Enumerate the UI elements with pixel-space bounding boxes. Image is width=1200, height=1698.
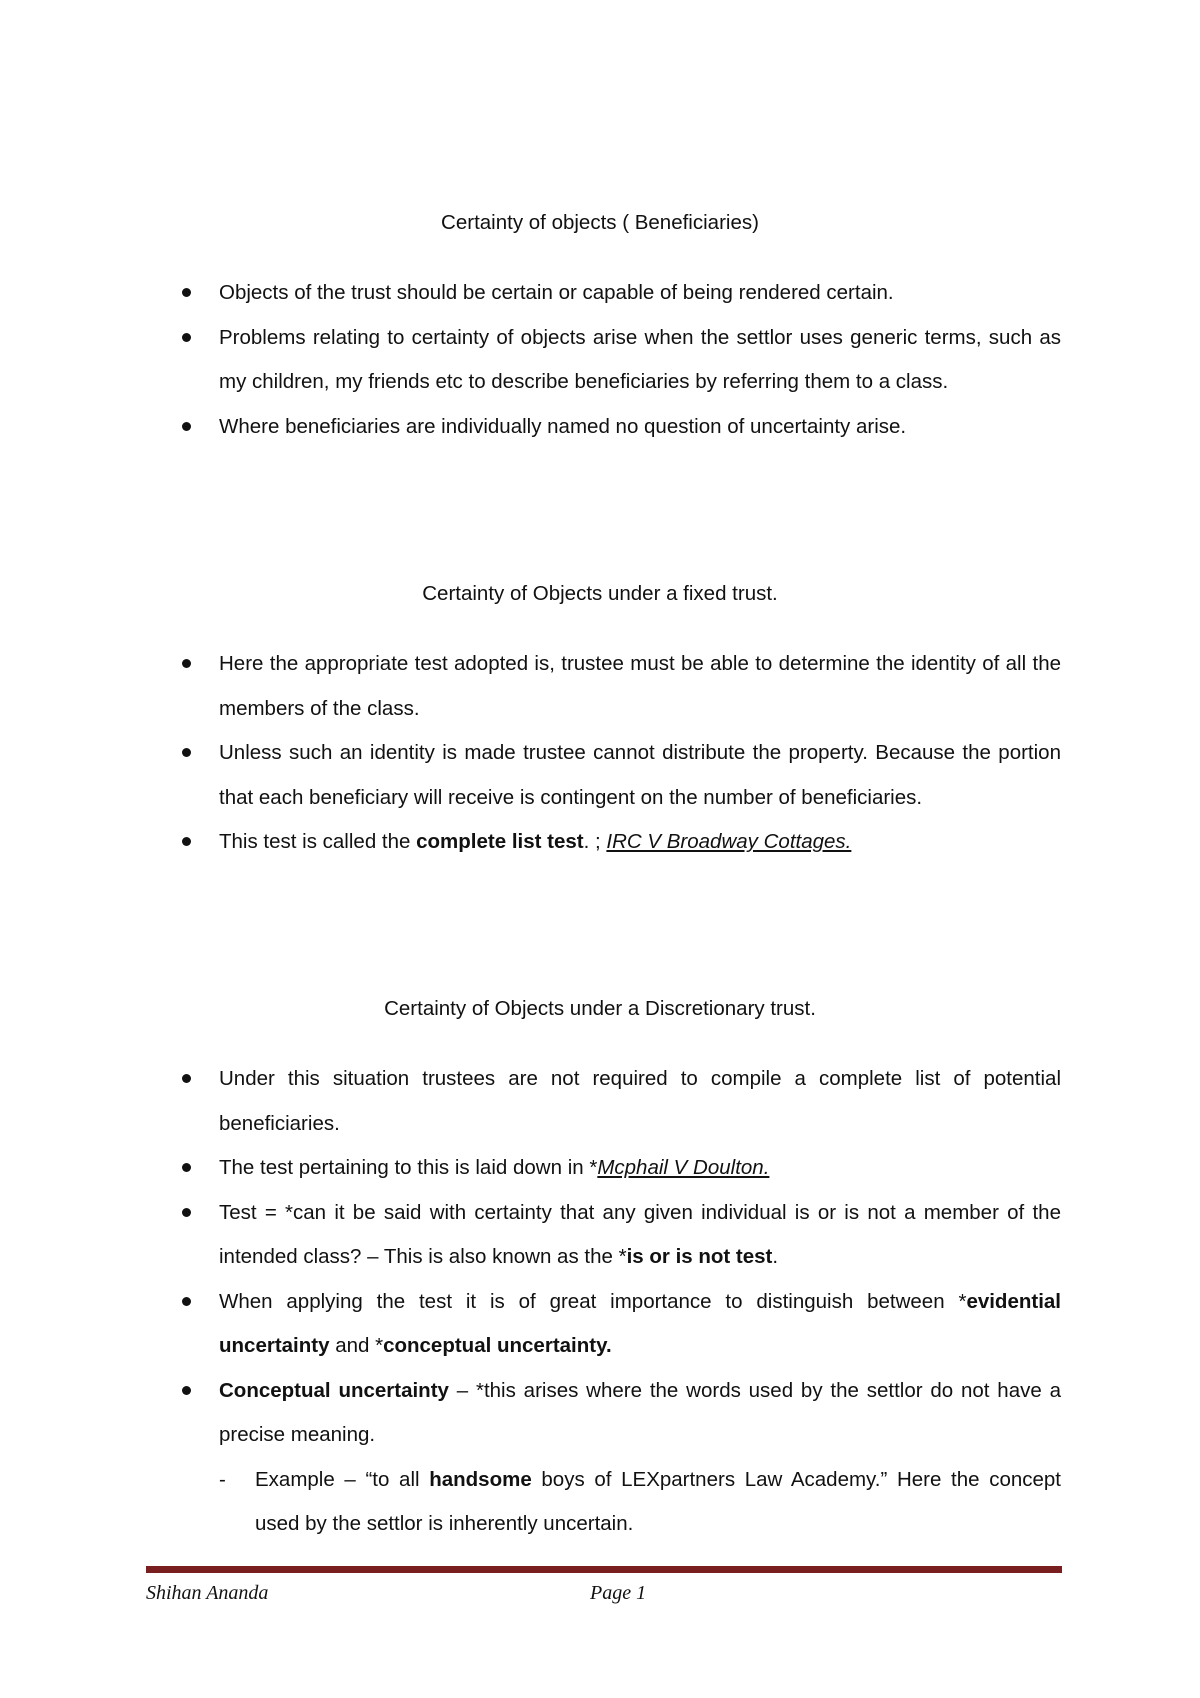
term-evidential-uncertainty: evidential uncertainty [219,1289,1061,1357]
bullet-icon [182,1163,191,1172]
term-conceptual-uncertainty: conceptual uncertainty. [383,1334,612,1357]
bullet-icon [182,1386,191,1395]
sub-list-item: - Example – “to all handsome boys of LEXpartners Law Academy.” Here the concept used by the settlor is inherently uncertain. [219,1458,1061,1547]
section-title-discretionary-trust: Certainty of Objects under a Discretionary trust. [384,997,816,1020]
section-title-fixed-trust: Certainty of Objects under a fixed trust. [422,582,778,605]
list-item: Under this situation trustees are not required to compile a complete list of potential beneficiaries. [219,1057,1061,1146]
footer-rule [146,1566,1062,1573]
bullet-icon [182,659,191,668]
list-item: When applying the test it is of great importance to distinguish between *evidential uncertainty and *conceptual uncertainty. [219,1280,1061,1369]
dash-marker: - [219,1467,226,1491]
bullet-icon [182,333,191,342]
bullet-list-certainty-of-objects [219,271,1061,449]
list-item: The test pertaining to this is laid down in *Mcphail V Doulton. [219,1146,1061,1191]
bullet-icon [182,422,191,431]
list-item: Where beneficiaries are individually named no question of uncertainty arise. [219,405,1061,450]
list-item: This test is called the complete list test. ; IRC V Broadway Cottages. [219,820,1061,865]
list-item: Problems relating to certainty of objects arise when the settlor uses generic terms, such as my children, my friends etc to describe beneficiaries by referring them to a class. [219,316,1061,405]
bullet-icon [182,1208,191,1217]
bullet-icon [182,1297,191,1306]
term-handsome: handsome [429,1467,532,1491]
list-item: Test = *can it be said with certainty that any given individual is or is not a member of the intended class? – This is also known as the *is or is not test. [219,1191,1061,1280]
case-citation-irc-v-broadway-cottages: IRC V Broadway Cottages. [606,830,852,853]
term-is-or-is-not-test: is or is not test [626,1245,773,1268]
footer-page-number: Page 1 [590,1582,647,1604]
term-conceptual-uncertainty-heading: Conceptual uncertainty [219,1378,449,1402]
list-item: Conceptual uncertainty – *this arises where the words used by the settlor do not have a precise meaning. - Example – “to all handsome boys of LEXpartners Law Academy.” Here the concept used by the settlor is inherently uncertain. [219,1369,1061,1547]
section-title-certainty-of-objects: Certainty of objects ( Beneficiaries) [441,211,759,234]
bullet-icon [182,1074,191,1083]
bullet-list-discretionary-trust [219,1057,1061,1547]
bullet-icon [182,748,191,757]
bullet-icon [182,837,191,846]
list-item: Unless such an identity is made trustee cannot distribute the property. Because the portion that each beneficiary will receive is contingent on the number of beneficiaries. [219,731,1061,820]
list-item: Here the appropriate test adopted is, trustee must be able to determine the identity of all the members of the class. [219,642,1061,731]
footer-author: Shihan Ananda [146,1582,269,1604]
bullet-icon [182,288,191,297]
case-citation-mcphail-v-doulton: Mcphail V Doulton. [597,1156,770,1179]
term-complete-list-test: complete list test [416,830,584,853]
bullet-list-fixed-trust [219,642,1061,865]
list-item: Objects of the trust should be certain or capable of being rendered certain. [219,271,1061,316]
sub-list [219,1458,1061,1547]
